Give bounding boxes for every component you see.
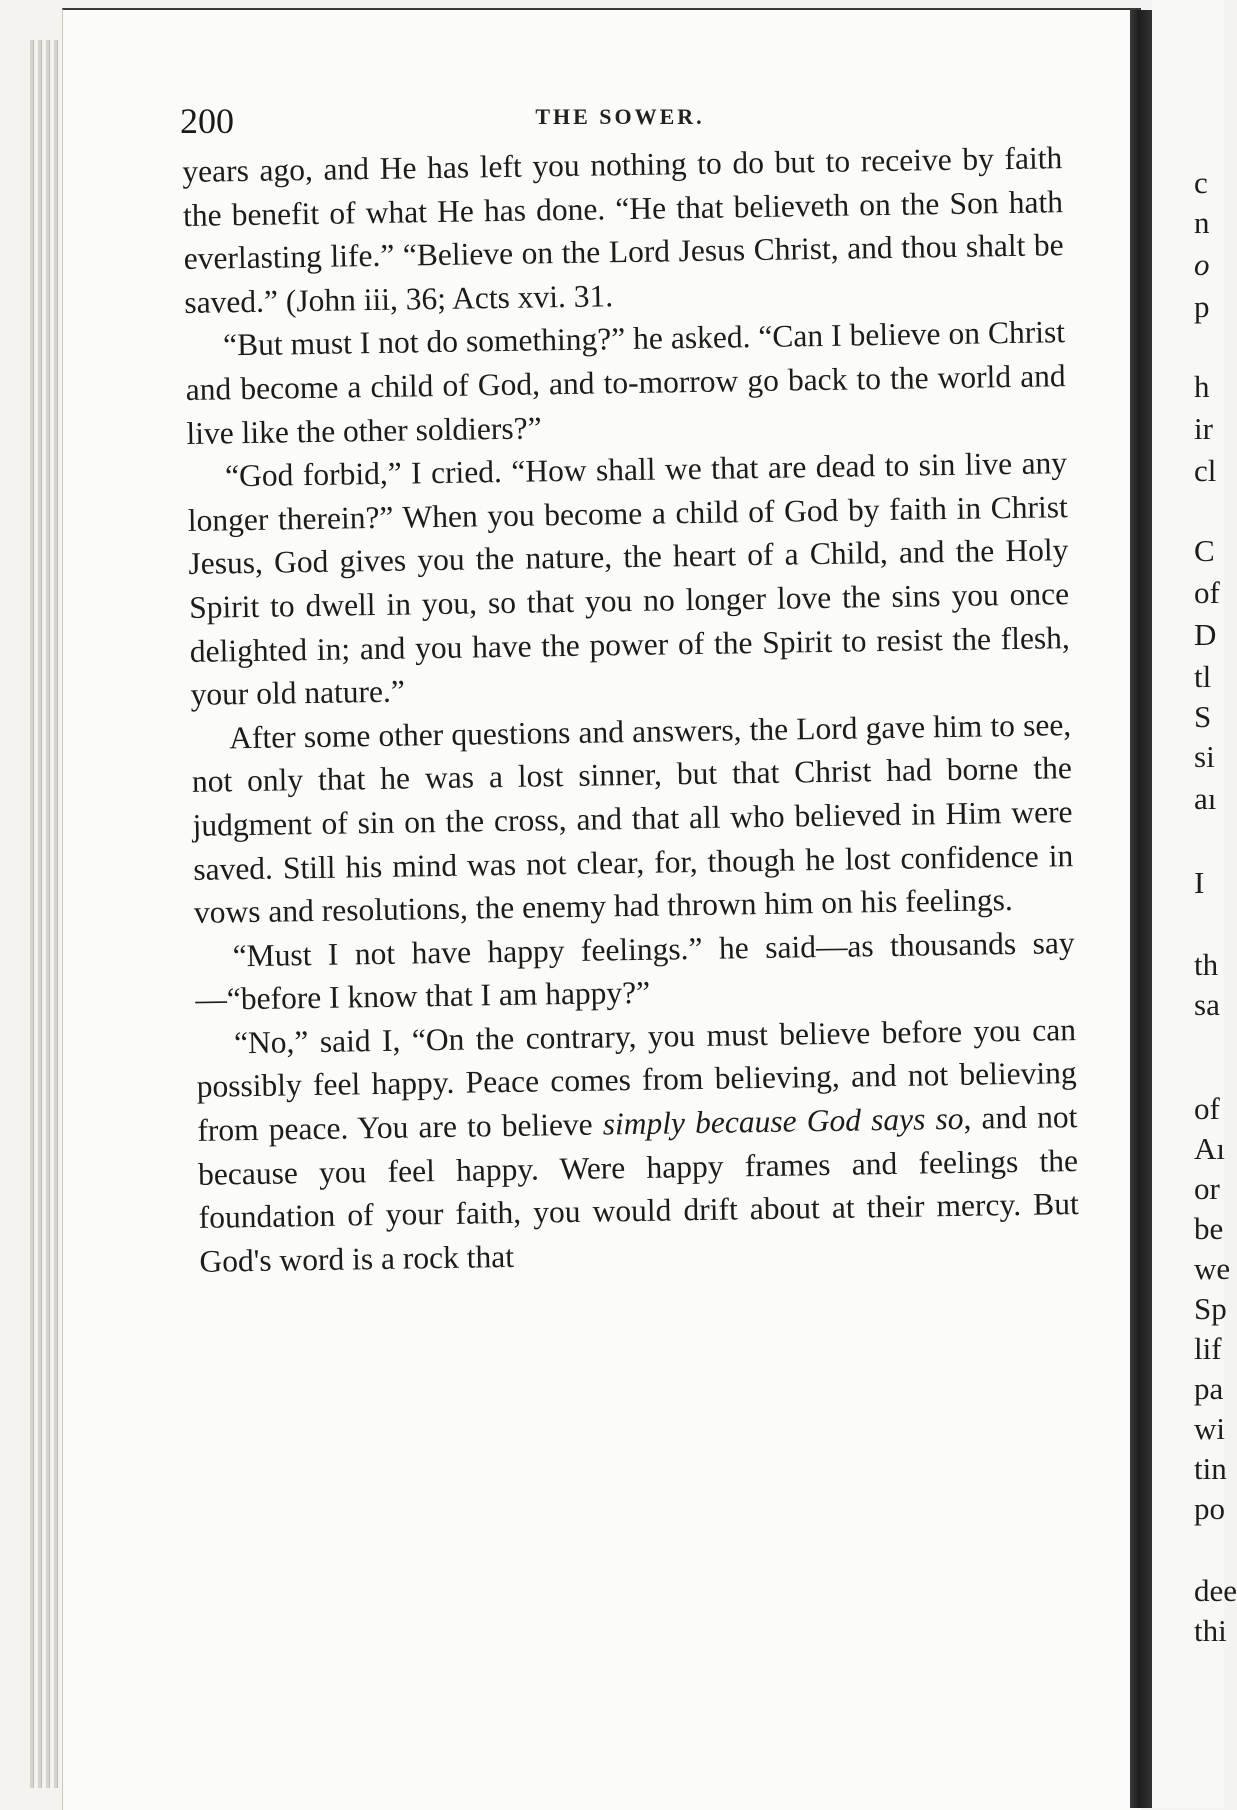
page-number: 200 — [180, 101, 234, 141]
book-gutter — [1130, 10, 1152, 1808]
facing-page-fragment: D — [1194, 617, 1217, 652]
body-text — [182, 136, 1080, 1283]
page-stack-edge — [46, 40, 50, 1788]
italic-emphasis: simply because God says so — [602, 1100, 964, 1142]
facing-page-fragment: th — [1194, 947, 1219, 982]
facing-page-fragment: Sp — [1194, 1291, 1227, 1326]
facing-page-fragment: Aı — [1194, 1131, 1225, 1166]
facing-page-fragment: dee — [1194, 1573, 1237, 1608]
facing-page-fragment: of — [1194, 1091, 1220, 1126]
facing-page-fragment: wi — [1194, 1411, 1225, 1446]
facing-page-fragment: pa — [1194, 1371, 1224, 1406]
facing-page-fragment: ir — [1194, 411, 1213, 446]
paragraph-text: , and not because you feel happy. Were happy frames and feelings the foundation of your faith, you would drift about at their mercy. But God's word is a rock that — [197, 1099, 1079, 1279]
paragraph — [196, 1008, 1080, 1283]
facing-page-fragment: si — [1194, 739, 1215, 774]
facing-page-fragment: p — [1194, 289, 1210, 324]
facing-page-fragment: be — [1194, 1211, 1224, 1246]
paragraph: years ago, and He has left you nothing to do but to receive by faith the benefit of what He has done. “He that believeth on the Son hath everlasting life.” “Believe on the Lord Jesus Christ, and thou shalt be saved.” (John iii, 36; Acts xvi. 31. — [182, 140, 1064, 320]
page-header — [180, 100, 1060, 140]
paragraph: “God forbid,” I cried. “How shall we that are dead to sin live any longer therein?” When you become a child of God by faith in Christ Jesus, God gives you the nature, the heart of a Child, and the Holy Spirit to dwell in you, so that you no longer love the sins you once delighted in; and you have the power of the Spirit to resist the flesh, your old nature.” — [187, 445, 1071, 713]
paragraph: “Must I not have happy feelings.” he said—as thousands say—“before I know that I am happy?” — [195, 924, 1075, 1018]
facing-page-fragment: o — [1194, 247, 1210, 282]
facing-page-fragment: or — [1194, 1171, 1220, 1206]
facing-page-fragment: c — [1194, 165, 1208, 200]
facing-page-fragment: h — [1194, 369, 1210, 404]
facing-page-fragment: C — [1194, 533, 1215, 568]
facing-page-fragment: n — [1194, 205, 1210, 240]
facing-page-fragment: sa — [1194, 987, 1220, 1022]
facing-page-fragment: tin — [1194, 1451, 1227, 1486]
facing-page-fragment: po — [1194, 1491, 1225, 1526]
facing-page-fragment: cl — [1194, 453, 1217, 488]
page-stack-edge — [54, 40, 58, 1788]
facing-page-fragment: aı — [1194, 781, 1217, 816]
facing-page-fragment: I — [1194, 865, 1205, 900]
facing-page-fragment: S — [1194, 699, 1212, 734]
facing-page-fragment: tl — [1194, 659, 1212, 694]
paragraph-text: “No,” said I, “On the contrary, you must believe before you can possibly feel happy. Peace comes from believing, and not believing from peace. You are to believe — [196, 1011, 1077, 1148]
facing-page-fragment: we — [1194, 1251, 1231, 1286]
page-stack-edge — [38, 40, 42, 1788]
page-stack-edge — [30, 40, 34, 1788]
facing-page-fragment: thi — [1194, 1613, 1227, 1648]
facing-page-fragment: of — [1194, 575, 1220, 610]
paragraph: “But must I not do something?” he asked. “Can I believe on Christ and become a child of God, and to-morrow go back to the world and live like the other soldiers?” — [185, 314, 1066, 451]
running-title: THE SOWER. — [535, 104, 705, 129]
paragraph: After some other questions and answers, the Lord gave him to see, not only that he was a lost sinner, but that Christ had borne the judgment of sin on the cross, and that all who believed in Him were saved. Still his mind was not clear, for, though he lost confidence in vows and resolutions, the enemy had thrown him on his feelings. — [191, 706, 1074, 930]
facing-page — [1152, 0, 1237, 1808]
facing-page-fragment: lif — [1194, 1331, 1222, 1366]
